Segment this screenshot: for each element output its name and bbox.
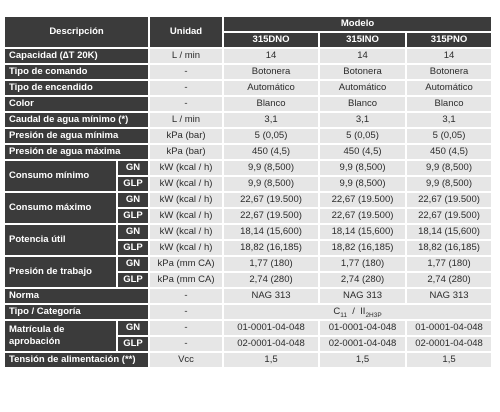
- row-value: 1,77 (180): [407, 257, 491, 271]
- row-value: Botonera: [407, 65, 491, 79]
- table-row: [5, 305, 491, 319]
- row-unit: kW (kcal / h): [150, 193, 222, 207]
- row-value: 22,67 (19.500): [407, 193, 491, 207]
- row-value: 01-0001-04-048: [224, 321, 318, 335]
- gas-label: GN: [118, 225, 148, 239]
- row-value: 18,14 (15,600): [407, 225, 491, 239]
- row-value: 450 (4,5): [320, 145, 405, 159]
- row-value: 22,67 (19.500): [407, 209, 491, 223]
- row-unit: kW (kcal / h): [150, 209, 222, 223]
- row-unit: kPa (bar): [150, 145, 222, 159]
- row-value: 9,9 (8,500): [224, 161, 318, 175]
- row-value: 22,67 (19.500): [320, 193, 405, 207]
- row-unit: -: [150, 81, 222, 95]
- row-value: Blanco: [407, 97, 491, 111]
- table-row: [5, 193, 491, 207]
- row-unit: -: [150, 321, 222, 335]
- table-row: [5, 161, 491, 175]
- categoria-c-sub: 11: [340, 311, 347, 319]
- row-value: 18,82 (16,185): [407, 241, 491, 255]
- row-value: Botonera: [320, 65, 405, 79]
- spec-table-container: [3, 15, 491, 369]
- row-value: 1,5: [224, 353, 318, 367]
- row-value: 1,77 (180): [320, 257, 405, 271]
- row-value: 14: [407, 49, 491, 63]
- row-value: Automático: [320, 81, 405, 95]
- row-value: Blanco: [224, 97, 318, 111]
- categoria-value: [224, 305, 491, 319]
- row-value: 18,14 (15,600): [320, 225, 405, 239]
- row-value: 5 (0,05): [224, 129, 318, 143]
- row-value: Blanco: [320, 97, 405, 111]
- row-value: 18,82 (16,185): [224, 241, 318, 255]
- row-label: Tipo de comando: [5, 65, 148, 79]
- row-value: 5 (0,05): [407, 129, 491, 143]
- row-value: 2,74 (280): [407, 273, 491, 287]
- table-row: [5, 289, 491, 303]
- categoria-ii: II: [360, 306, 366, 317]
- row-value: 3,1: [320, 113, 405, 127]
- row-value: 9,9 (8,500): [224, 177, 318, 191]
- row-value: NAG 313: [224, 289, 318, 303]
- gas-label: GN: [118, 193, 148, 207]
- row-unit: kW (kcal / h): [150, 225, 222, 239]
- row-unit: kPa (bar): [150, 129, 222, 143]
- row-label: Tipo / Categoría: [5, 305, 148, 319]
- row-value: Automático: [224, 81, 318, 95]
- row-value: 22,67 (19.500): [224, 193, 318, 207]
- categoria-slash: /: [352, 306, 355, 317]
- row-unit: -: [150, 305, 222, 319]
- group-label: Matrícula de aprobación: [5, 321, 116, 351]
- row-unit: kPa (mm CA): [150, 273, 222, 287]
- row-value: 01-0001-04-048: [320, 321, 405, 335]
- group-label: Consumo máximo: [5, 193, 116, 223]
- row-label: Presión de agua mínima: [5, 129, 148, 143]
- row-value: 3,1: [407, 113, 491, 127]
- row-label: Tipo de encendido: [5, 81, 148, 95]
- row-label: Presión de agua máxima: [5, 145, 148, 159]
- gas-label: GN: [118, 321, 148, 335]
- row-value: 9,9 (8,500): [407, 177, 491, 191]
- row-value: 5 (0,05): [320, 129, 405, 143]
- row-value: 14: [320, 49, 405, 63]
- table-row: [5, 113, 491, 127]
- row-value: 02-0001-04-048: [320, 337, 405, 351]
- row-value: 2,74 (280): [224, 273, 318, 287]
- table-row: [5, 353, 491, 367]
- table-row: [5, 129, 491, 143]
- categoria-c: C: [333, 306, 341, 317]
- row-value: 22,67 (19.500): [224, 209, 318, 223]
- row-value: 450 (4,5): [224, 145, 318, 159]
- table-row: [5, 145, 491, 159]
- gas-label: GLP: [118, 273, 148, 287]
- row-value: 450 (4,5): [407, 145, 491, 159]
- row-value: NAG 313: [320, 289, 405, 303]
- row-unit: kW (kcal / h): [150, 161, 222, 175]
- header-modelo: Modelo: [224, 17, 491, 31]
- row-value: 22,67 (19.500): [320, 209, 405, 223]
- row-value: 18,14 (15,600): [224, 225, 318, 239]
- row-value: 1,5: [407, 353, 491, 367]
- gas-label: GLP: [118, 241, 148, 255]
- gas-label: GN: [118, 257, 148, 271]
- row-unit: -: [150, 97, 222, 111]
- row-label: Capacidad (∆T 20K): [5, 49, 148, 63]
- row-unit: L / min: [150, 113, 222, 127]
- table-row: [5, 97, 491, 111]
- row-value: 3,1: [224, 113, 318, 127]
- row-value: 18,82 (16,185): [320, 241, 405, 255]
- categoria-ii-sub: 2H3P: [365, 311, 382, 319]
- row-value: Automático: [407, 81, 491, 95]
- table-row: [5, 321, 491, 335]
- row-label: Tensión de alimentación (**): [5, 353, 148, 367]
- row-unit: kPa (mm CA): [150, 257, 222, 271]
- row-unit: -: [150, 289, 222, 303]
- group-label: Potencia útil: [5, 225, 116, 255]
- row-unit: -: [150, 65, 222, 79]
- gas-label: GLP: [118, 209, 148, 223]
- row-value: 2,74 (280): [320, 273, 405, 287]
- row-value: 9,9 (8,500): [407, 161, 491, 175]
- row-value: 02-0001-04-048: [407, 337, 491, 351]
- table-row: [5, 257, 491, 271]
- table-row: [5, 225, 491, 239]
- header-model-2: 315INO: [320, 33, 405, 47]
- table-row: [5, 65, 491, 79]
- row-value: 1,77 (180): [224, 257, 318, 271]
- row-value: Botonera: [224, 65, 318, 79]
- row-value: 01-0001-04-048: [407, 321, 491, 335]
- row-unit: kW (kcal / h): [150, 177, 222, 191]
- row-unit: L / min: [150, 49, 222, 63]
- gas-label: GLP: [118, 337, 148, 351]
- row-value: 14: [224, 49, 318, 63]
- row-label: Color: [5, 97, 148, 111]
- header-descripcion: Descripción: [5, 17, 148, 47]
- group-label: Consumo mínimo: [5, 161, 116, 191]
- table-row: [5, 49, 491, 63]
- row-label: Norma: [5, 289, 148, 303]
- gas-label: GLP: [118, 177, 148, 191]
- row-value: 9,9 (8,500): [320, 161, 405, 175]
- row-label: Caudal de agua mínimo (*): [5, 113, 148, 127]
- table-row: [5, 81, 491, 95]
- row-value: NAG 313: [407, 289, 491, 303]
- header-unidad: Unidad: [150, 17, 222, 47]
- row-unit: Vcc: [150, 353, 222, 367]
- row-unit: kW (kcal / h): [150, 241, 222, 255]
- header-model-1: 315DNO: [224, 33, 318, 47]
- header-model-3: 315PNO: [407, 33, 491, 47]
- row-unit: -: [150, 337, 222, 351]
- spec-table: [3, 15, 493, 369]
- row-value: 1,5: [320, 353, 405, 367]
- row-value: 9,9 (8,500): [320, 177, 405, 191]
- group-label: Presión de trabajo: [5, 257, 116, 287]
- row-value: 02-0001-04-048: [224, 337, 318, 351]
- gas-label: GN: [118, 161, 148, 175]
